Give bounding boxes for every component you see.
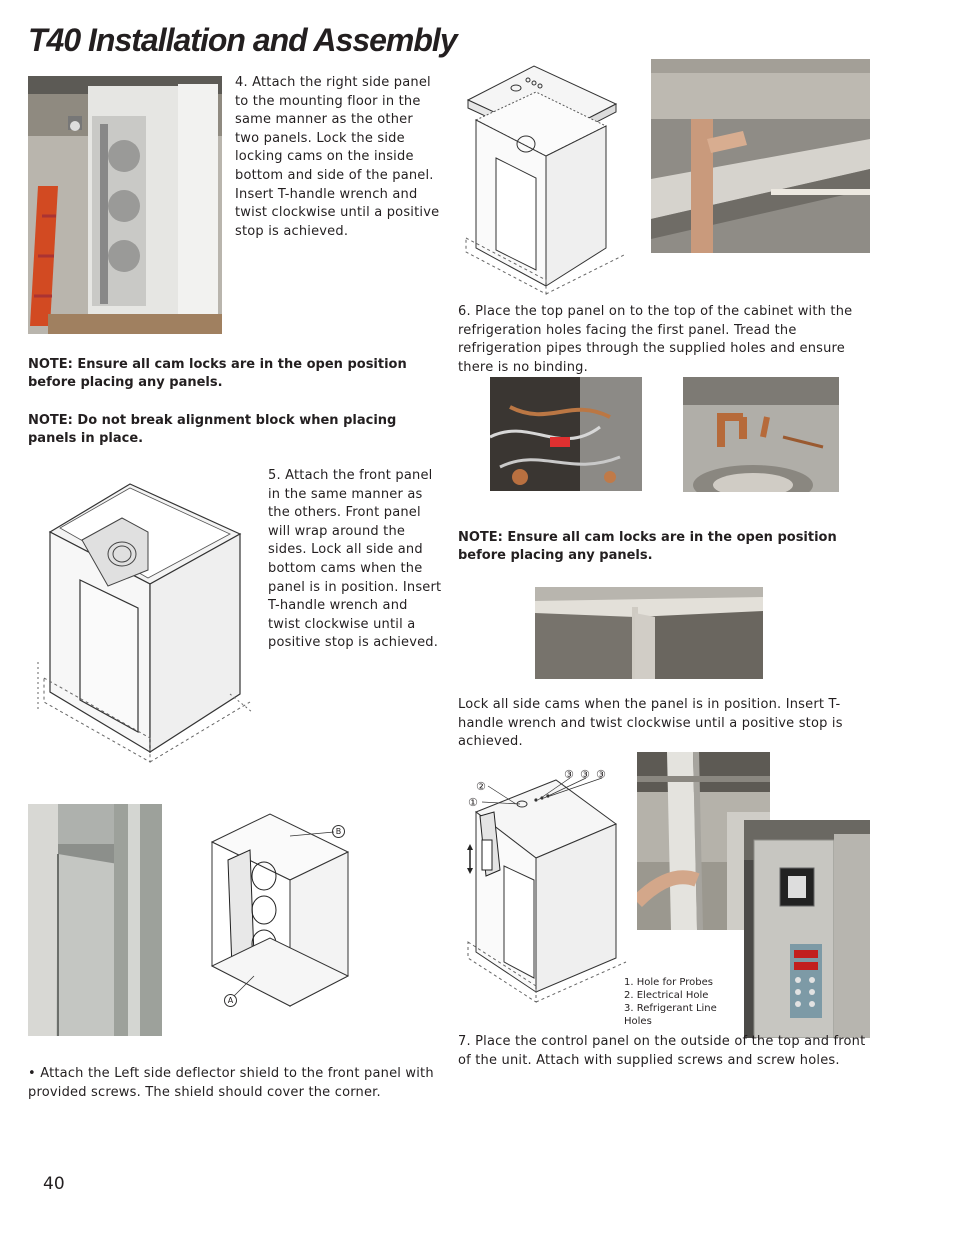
legend-item-electrical: 2. Electrical Hole — [624, 990, 709, 1001]
callout-b: B — [332, 825, 345, 838]
note-cam-locks-right: NOTE: Ensure all cam locks are in the open position before placing any panels. — [458, 530, 837, 564]
legend-item-probes: 1. Hole for Probes — [624, 977, 713, 988]
step-5-text: 5. Attach the front panel in the same manner as the others. Front panel will wrap around the sides. Lock all side and bottom cams when the panel is in position. Insert T-handle wrench and twist clockwise until a positive stop is achieved. — [268, 468, 442, 651]
callout-1: ① — [468, 796, 478, 809]
step-4-text: 4. Attach the right side panel to the mounting floor in the same manner as the other two panels. Lock the side locking cams on the inside bottom and side of the panel. Insert T-handle wrench and twist clockwise until a positive stop is achieved. — [235, 75, 440, 239]
diagram-top-holes — [456, 762, 632, 1008]
page-number: 40 — [43, 1174, 65, 1194]
lock-cams-text: Lock all side cams when the panel is in position. Insert T-handle wrench and twist clockwise until a positive stop is achieved. — [458, 697, 843, 750]
callout-3b: ③ — [580, 768, 590, 781]
diagram-top-panel — [456, 58, 632, 300]
diagram-deflector-shield — [198, 806, 366, 1038]
step-6-text: 6. Place the top panel on to the top of the cabinet with the refrigeration holes facing the first panel. Tread the refrigeration pipes through the supplied holes and ensure there is no binding. — [458, 304, 853, 375]
callout-2: ② — [476, 780, 486, 793]
callout-3a: ③ — [564, 768, 574, 781]
note-cam-locks: NOTE: Ensure all cam locks are in the open position before placing any panels. — [28, 357, 407, 391]
legend-item-refrigerant: 3. Refrigerant Line Holes — [624, 1003, 717, 1027]
diagram-front-panel — [30, 462, 256, 772]
photo-deflector-shield — [28, 804, 162, 1036]
step-7-text: 7. Place the control panel on the outside of the top and front of the unit. Attach with supplied screws and screw holes. — [458, 1034, 866, 1068]
photo-right-side-panel — [28, 76, 222, 334]
photo-panel-corner — [535, 587, 763, 679]
callout-a: A — [224, 994, 237, 1007]
page-title: T40 Installation and Assembly — [28, 22, 457, 58]
photo-control-panel — [744, 820, 870, 1038]
photo-top-pipes — [651, 59, 870, 253]
holes-legend — [624, 976, 744, 1028]
deflector-text: • Attach the Left side deflector shield to the front panel with provided screws. The shield should cover the corner. — [28, 1066, 434, 1100]
callout-3c: ③ — [596, 768, 606, 781]
photo-copper-pipes — [683, 377, 839, 492]
note-alignment-block: NOTE: Do not break alignment block when placing panels in place. — [28, 413, 397, 447]
photo-wiring — [490, 377, 642, 491]
